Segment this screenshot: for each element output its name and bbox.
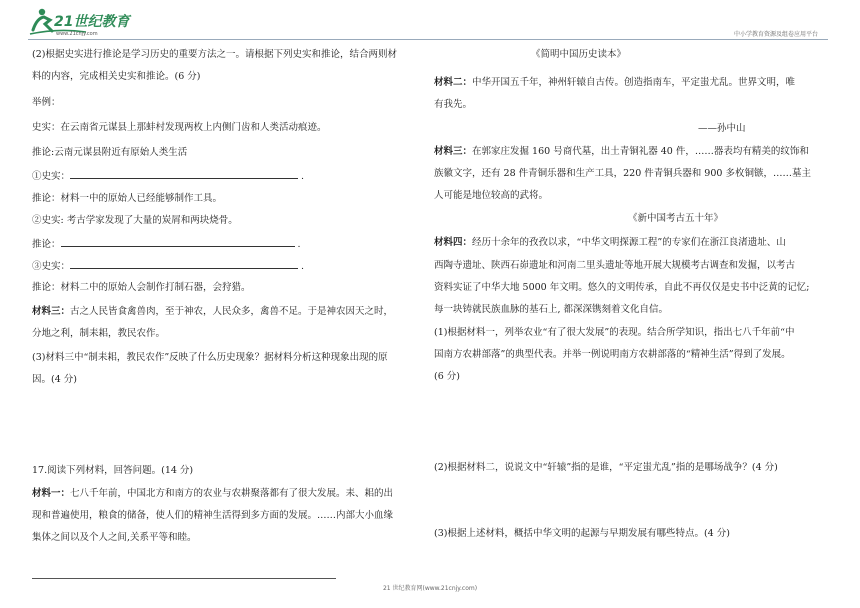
material-3-right-text: 在郭家庄发掘 160 号商代墓，出土青铜礼器 40 件，……器表均有精美的纹饰和 — [472, 146, 809, 157]
example-inference: 推论:云南元谋县附近有原始人类生活 — [32, 147, 188, 158]
material-2-author: ——孙中山 — [698, 123, 746, 134]
material-3-right-label: 材料三： — [434, 146, 473, 157]
material-4-line3: 资料实证了中华大地 5000 年文明。悠久的文明传承，自此不再仅仅是史书中泛黄的记忆; — [434, 282, 810, 293]
fact-3-answer-blank[interactable] — [70, 259, 298, 269]
material-3-left-line2: 分地之利，制耒耜，教民农作。 — [32, 328, 166, 339]
material-4-label: 材料四： — [434, 237, 473, 248]
material-2-line1 — [434, 76, 795, 89]
material-2-text: 中华开国五千年，神州轩辕自古传。创造指南车，平定蚩尤乱。世界文明，唯 — [472, 77, 796, 88]
example-fact: 史实：在云南省元谋县上那蚌村发现两枚上内侧门齿和人类活动痕迹。 — [32, 122, 327, 133]
fact-1-answer-blank[interactable] — [70, 169, 298, 179]
material-3-right-line2: 族徽文字，还有 28 件青铜乐器和生产工具，220 件青铜兵器和 900 多枚铜镞，……墓主 — [434, 168, 811, 179]
right-question-3: (3)根据上述材料，概括中华文明的起源与早期发展有哪些特点。(4 分) — [434, 528, 730, 539]
fact-1-label: ①史实： — [32, 171, 71, 182]
footer-text: 21 世纪教育网(www.21cnjy.com) — [382, 585, 478, 592]
logo-subtext: www.21cnjy.com — [56, 31, 98, 37]
inference-3: 推论：材料二中的原始人会制作打制石器，会狩猎。 — [32, 282, 251, 293]
material-3-right-line1 — [434, 145, 809, 158]
material-2-line2: 有我先。 — [434, 99, 473, 110]
question-17-title: 17.阅读下列材料，回答问题。(14 分) — [32, 465, 194, 476]
material-1-line1 — [32, 487, 393, 500]
platform-name: 中小学教育资源及组卷应用平台 — [733, 31, 818, 38]
footer-rule — [32, 578, 336, 579]
material-3-right-line3: 人可能是地位较高的武将。 — [434, 190, 549, 201]
runner-logo-icon — [28, 4, 148, 38]
inference-2-row: 推论： . — [32, 239, 301, 250]
source-book-1: 《简明中国历史读本》 — [531, 49, 627, 60]
question-3-line1: (3)材料三中“制耒耜，教民农作”反映了什么历史现象？据材料分析这种现象出现的原 — [32, 352, 388, 363]
material-4-line4: 每一块铸就民族血脉的基石上, 都深深镌刻着文化自信。 — [434, 304, 669, 315]
q2-text-line2: 料的内容，完成相关史实和推论。(6 分) — [32, 71, 201, 82]
material-1-text: 七八千年前，中国北方和南方的农业与农耕聚落都有了很大发展。耒、耜的出 — [70, 488, 394, 499]
q2-text-line1: (2)根据史实进行推论是学习历史的重要方法之一。请根据下列史实和推论，结合两则材 — [32, 49, 397, 60]
example-label: 举例： — [32, 97, 61, 108]
inference-1: 推论：材料一中的原始人已经能够制作工具。 — [32, 193, 223, 204]
right-question-1-line2: 国南方农耕部落”的典型代表。并举一例说明南方农耕部落的“精神生活”得到了发展。 — [434, 349, 791, 360]
fact-3-label: ③史实： — [32, 261, 71, 272]
material-3-text: 古之人民皆食禽兽肉，至于神农，人民众多，禽兽不足。于是神农因天之时， — [70, 306, 394, 317]
material-4-line2: 西陶寺遗址、陕西石峁遗址和河南二里头遗址等地开展大规模考古调查和发掘，以考古 — [434, 260, 796, 271]
material-3-left-line1 — [32, 305, 393, 318]
site-logo — [28, 4, 148, 38]
fact-1-row: ①史实： . — [32, 171, 305, 182]
material-4-line1 — [434, 236, 786, 249]
right-question-2: (2)根据材料二，说说文中“轩辕”指的是谁，“平定蚩尤乱”指的是哪场战争？(4 分) — [434, 462, 778, 473]
header-divider — [28, 39, 828, 40]
material-3-label: 材料三： — [32, 306, 71, 317]
material-4-text: 经历十余年的孜孜以求，“中华文明探源工程”的专家们在浙江良渚遗址、山 — [472, 237, 786, 248]
fact-2: ②史实: 考古学家发现了大量的炭屑和两块烧骨。 — [32, 215, 238, 226]
inference-2-answer-blank[interactable] — [61, 237, 295, 247]
material-2-label: 材料二： — [434, 77, 473, 88]
right-question-1-line1: (1)根据材料一，列举农业“有了很大发展”的表现。结合所学知识，指出七八千年前“中 — [434, 327, 795, 338]
right-question-1-line3: (6 分) — [434, 371, 460, 382]
question-3-line2: 因。(4 分) — [32, 374, 77, 385]
inference-2-label: 推论： — [32, 239, 61, 250]
logo-text: 21世纪教育 — [54, 14, 130, 30]
source-book-2: 《新中国考古五十年》 — [628, 213, 724, 224]
material-1-label: 材料一： — [32, 488, 71, 499]
material-1-line3: 集体之间以及个人之间,关系平等和睦。 — [32, 532, 197, 543]
fact-3-row: ③史实： . — [32, 261, 305, 272]
material-1-line2: 现和普遍使用，粮食的储备，使人们的精神生活得到多方面的发展。……内部大小血缘 — [32, 510, 394, 521]
